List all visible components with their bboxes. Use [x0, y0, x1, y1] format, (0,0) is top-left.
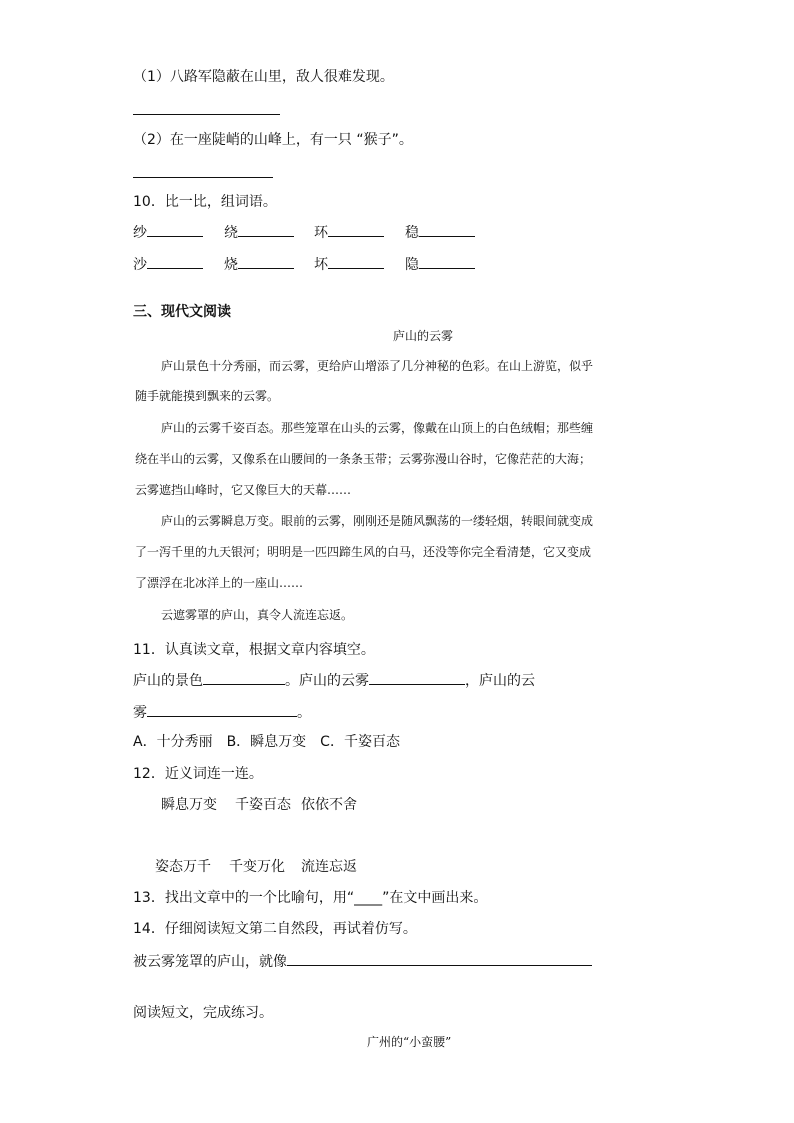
section-heading: 三、现代文阅读: [133, 304, 231, 320]
word-cell: [133, 254, 203, 275]
synonym-word[interactable]: 千变万化: [229, 859, 285, 875]
question-11-line-1: [133, 670, 535, 691]
char: 稳: [405, 225, 419, 241]
passage-title: 庐山的云雾: [393, 329, 454, 343]
reading-intro: 阅读短文，完成练习。: [133, 1005, 273, 1021]
word-cell: [224, 222, 294, 243]
question-12-title: 12．近义词连一连。: [133, 766, 263, 782]
question-10-title: 10．比一比，组词语。: [133, 194, 277, 210]
word-cell: [405, 254, 475, 275]
blank[interactable]: [328, 222, 384, 237]
char: 坏: [314, 257, 328, 273]
sentence-1: （1）八路军隐蔽在山里，敌人很难发现。: [133, 69, 394, 85]
synonym-word[interactable]: 姿态万千: [155, 859, 211, 875]
blank[interactable]: [238, 254, 294, 269]
char: 绕: [224, 225, 238, 241]
blank[interactable]: [287, 951, 592, 966]
blank[interactable]: [147, 222, 203, 237]
question-11-options: A．十分秀丽 B．瞬息万变 C．千姿百态: [133, 734, 400, 750]
passage-line: 庐山的云雾千姿百态。那些笼罩在山头的云雾，像戴在山顶上的白色绒帽；那些缠: [161, 421, 594, 435]
char: 纱: [133, 225, 147, 241]
blank[interactable]: [203, 670, 285, 685]
sentence-2: （2）在一座陡峭的山峰上，有一只 “猴子”。: [133, 132, 413, 148]
char: 烧: [224, 257, 238, 273]
text: 被云雾笼罩的庐山，就像: [133, 954, 287, 970]
passage-line: 绕在半山的云雾，又像系在山腰间的一条条玉带；云雾弥漫山谷时，它像茫茫的大海；: [135, 452, 592, 466]
answer-line-1[interactable]: [133, 114, 280, 115]
synonym-word[interactable]: 千姿百态: [235, 797, 291, 813]
text: 。: [297, 705, 311, 721]
word-cell: [314, 222, 384, 243]
passage-line: 云雾遮挡山峰时，它又像巨大的天幕……: [135, 483, 352, 497]
blank[interactable]: [328, 254, 384, 269]
passage-line: 了一泻千里的九天银河；明明是一匹四蹄生风的白马，还没等你完全看清楚，它又变成: [135, 545, 592, 559]
text: 雾: [133, 705, 147, 721]
question-11-line-2: [133, 702, 311, 723]
passage-line: 云遮雾罩的庐山，真令人流连忘返。: [161, 608, 354, 622]
question-14-title: 14．仔细阅读短文第二自然段，再试着仿写。: [133, 921, 417, 937]
passage-line: 了漂浮在北冰洋上的一座山……: [135, 576, 304, 590]
word-cell: [224, 254, 294, 275]
question-11-title: 11．认真读文章，根据文章内容填空。: [133, 642, 375, 658]
passage-line: 庐山景色十分秀丽，而云雾，更给庐山增添了几分神秘的色彩。在山上游览，似乎: [161, 359, 594, 373]
text: 。庐山的云雾: [285, 673, 369, 689]
question-13: 13．找出文章中的一个比喻句，用“____”在文中画出来。: [133, 890, 488, 906]
char: 环: [314, 225, 328, 241]
word-cell: [405, 222, 475, 243]
synonym-word[interactable]: 流连忘返: [301, 859, 357, 875]
question-14-prompt: [133, 951, 592, 972]
text: ，庐山的云: [465, 673, 535, 689]
passage-line: 庐山的云雾瞬息万变。眼前的云雾，刚刚还是随风飘荡的一缕轻烟，转眼间就变成: [161, 514, 594, 528]
synonym-word[interactable]: 瞬息万变: [161, 797, 217, 813]
word-cell: [133, 222, 203, 243]
char: 沙: [133, 257, 147, 273]
passage-line: 随手就能摸到飘来的云雾。: [135, 389, 280, 403]
char: 隐: [405, 257, 419, 273]
blank[interactable]: [238, 222, 294, 237]
answer-line-2[interactable]: [133, 177, 273, 178]
reading-title: 广州的“小蛮腰”: [367, 1035, 452, 1049]
blank[interactable]: [419, 222, 475, 237]
synonym-word[interactable]: 依依不舍: [301, 797, 357, 813]
word-cell: [314, 254, 384, 275]
blank[interactable]: [369, 670, 465, 685]
blank[interactable]: [419, 254, 475, 269]
blank[interactable]: [147, 254, 203, 269]
blank[interactable]: [147, 702, 297, 717]
text: 庐山的景色: [133, 673, 203, 689]
